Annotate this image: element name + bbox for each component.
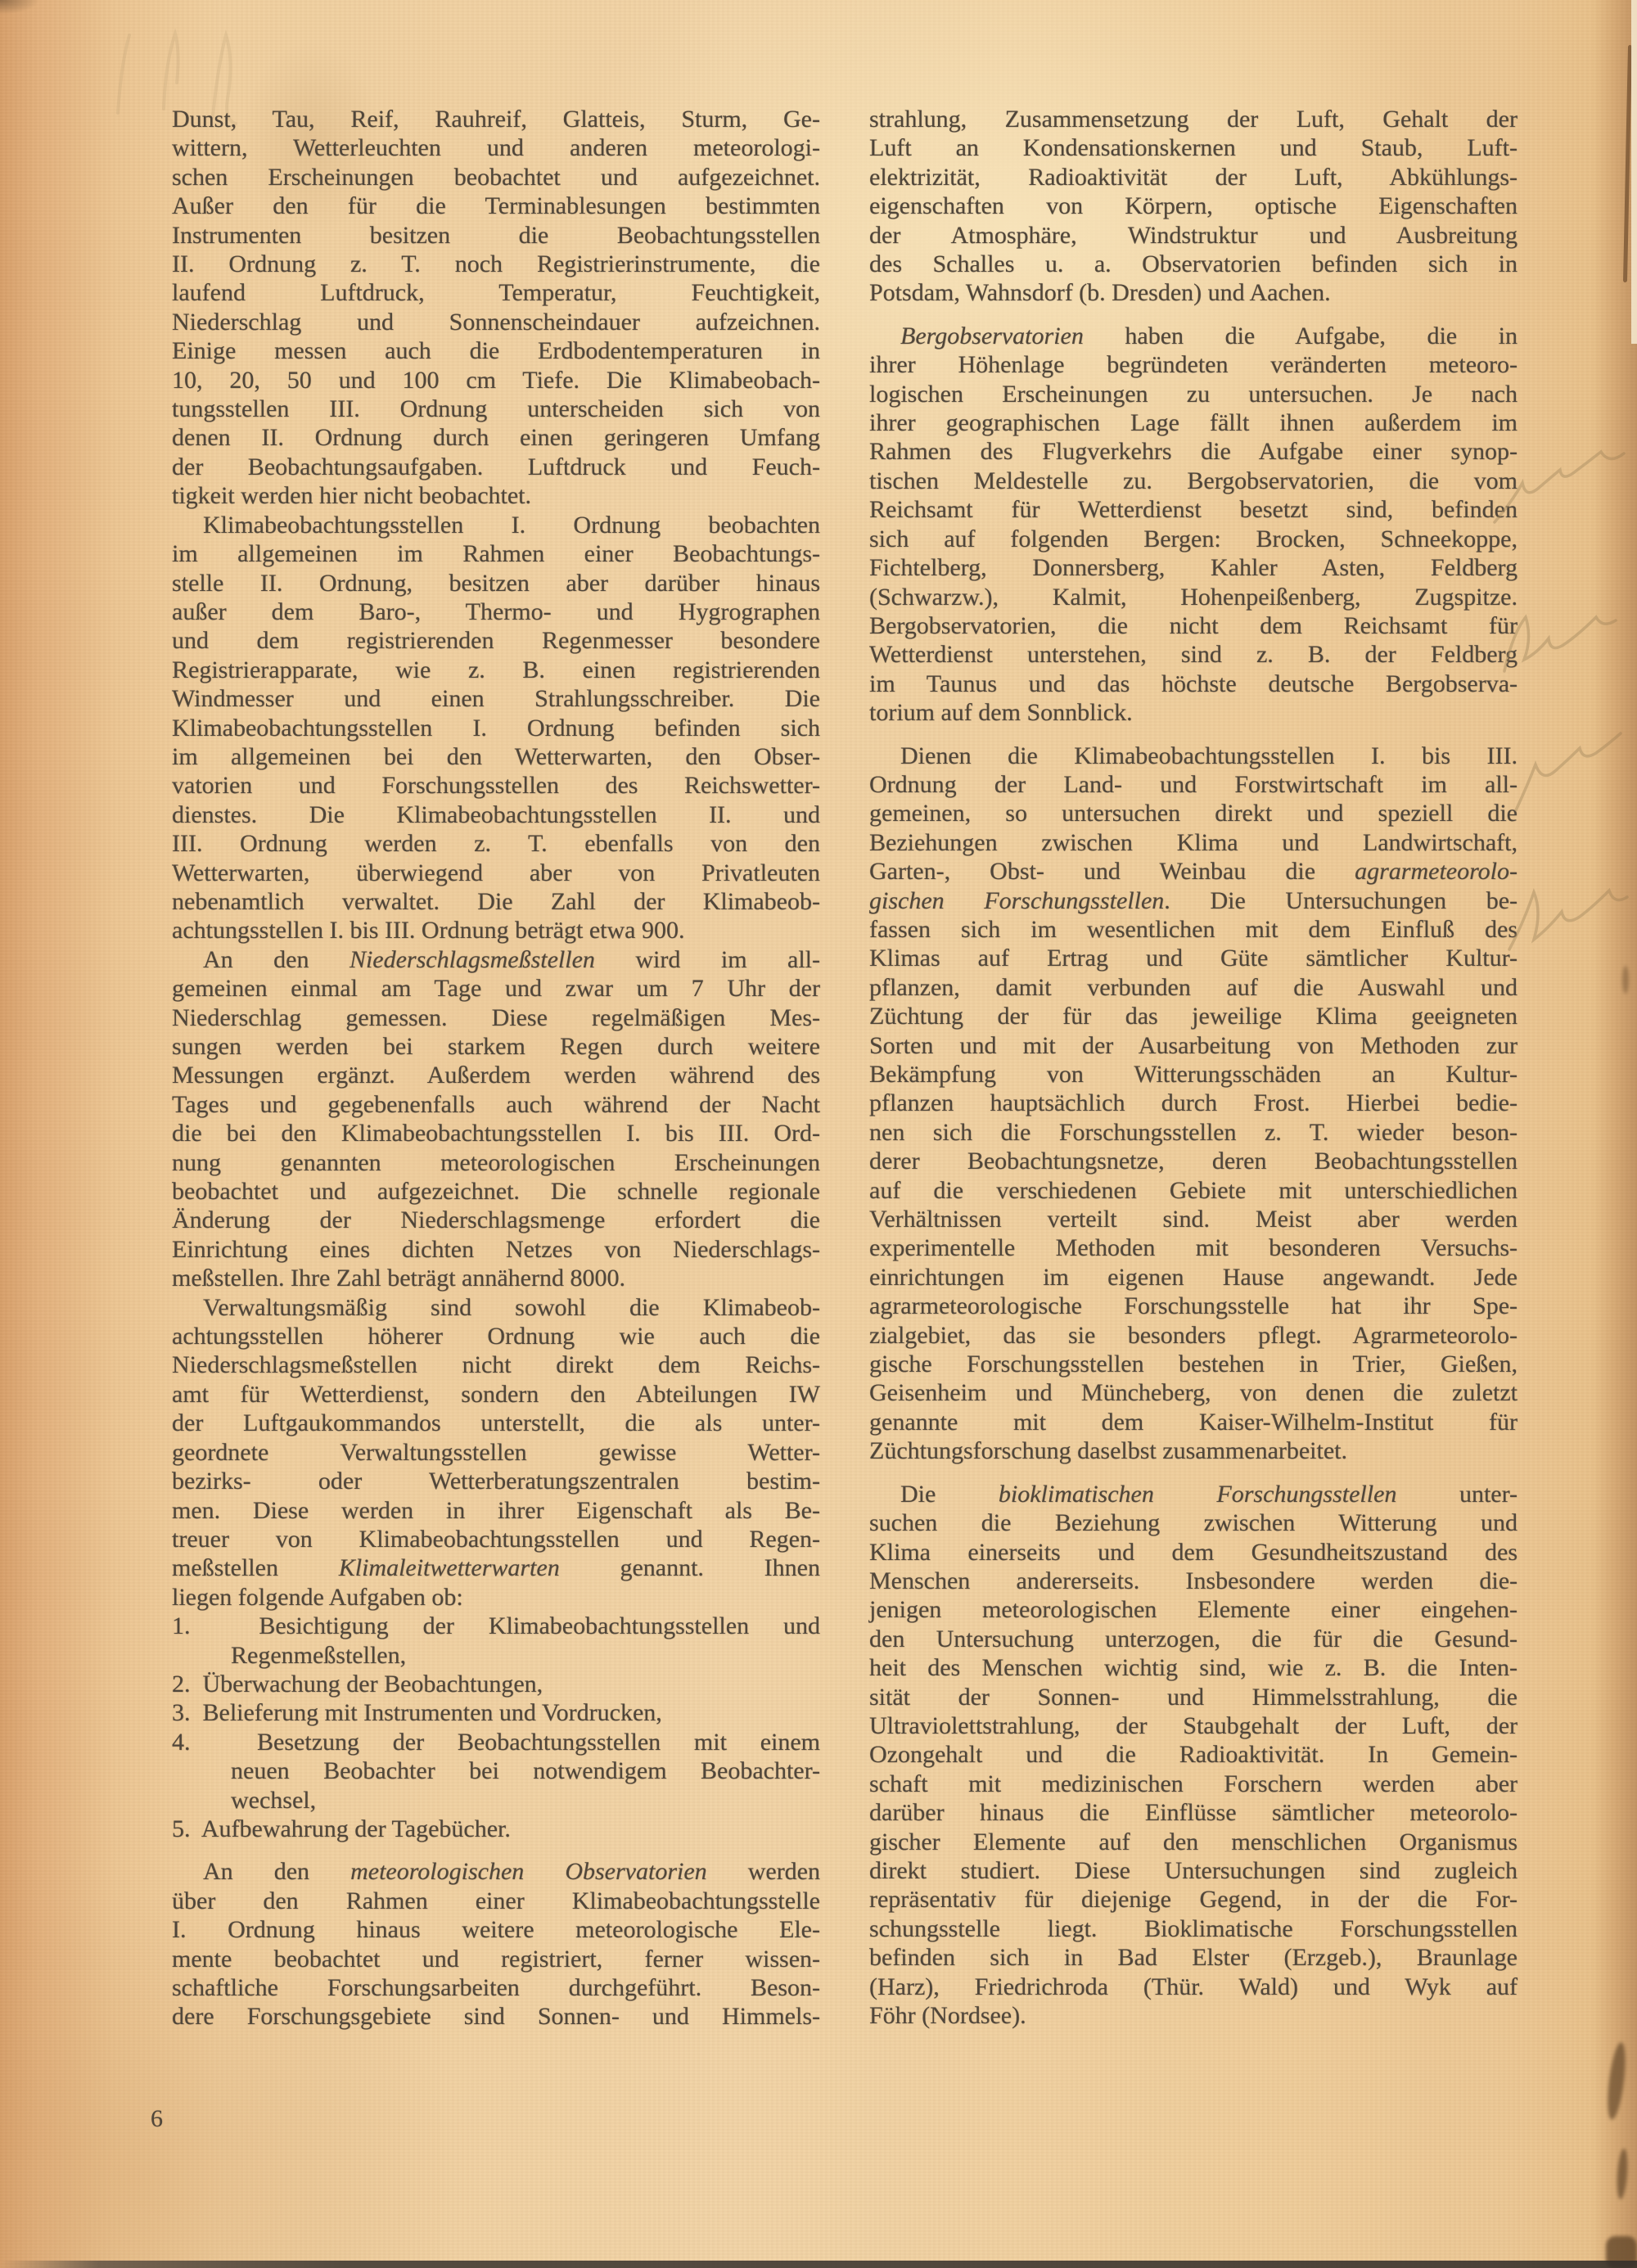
text-run: I. Ordnung hinaus weitere meteorologische Ele-: [172, 1916, 820, 1944]
text-line: [869, 250, 1517, 278]
text-run: ihrer Höhenlage begründeten veränderten meteoro-: [869, 351, 1517, 379]
text-run: Beziehungen zwischen Klima und Landwirtschaft,: [869, 828, 1517, 856]
italic-text-run: meteorologischen Observatorien: [350, 1858, 707, 1886]
text-run: Fichtelberg, Donnersberg, Kahler Asten, Feldberg: [869, 554, 1517, 582]
text-run: treuer von Klimabeobachtungsstellen und Regen-: [172, 1525, 820, 1553]
text-run: 1. Besichtigung der Klimabeobachtungsstellen und: [172, 1612, 820, 1640]
text-run: Tages und gegebenenfalls auch während der Nacht: [172, 1090, 820, 1118]
text-run: Reichsamt für Wetterdienst besetzt sind, befinden: [869, 496, 1517, 524]
text-run: dienstes. Die Klimabeobachtungsstellen II. und: [172, 800, 820, 828]
text-line: [172, 684, 820, 713]
text-line: [869, 1292, 1517, 1320]
text-line: [869, 770, 1517, 799]
text-run: Klimabeobachtungsstellen I. Ordnung beobachten: [203, 511, 820, 539]
text-run: Rahmen des Flugverkehrs die Aufgabe einer synop-: [869, 438, 1517, 466]
text-run: Die: [900, 1480, 999, 1508]
italic-text-run: gischen Forschungsstellen: [869, 886, 1165, 914]
text-line: [172, 2002, 820, 2031]
text-run: tischen Meldestelle zu. Bergobservatorien, die vom: [869, 467, 1517, 494]
page-edge-highlight: [1631, 0, 1637, 344]
scan-bottom-shadow: [0, 2261, 1637, 2268]
text-run: An den: [203, 945, 349, 973]
text-run: der Atmosphäre, Windstruktur und Ausbreitung: [869, 221, 1517, 249]
text-run: Wetterdienst unterstehen, sind z. B. der Feldberg: [869, 641, 1517, 669]
text-line: [172, 1525, 820, 1553]
text-run: den Untersuchung unterzogen, die für die Gesund-: [869, 1625, 1517, 1653]
text-run: pflanzen hauptsächlich durch Frost. Hierbei bedie-: [869, 1089, 1517, 1117]
text-run: pflanzen, damit verbunden auf die Auswahl und: [869, 973, 1517, 1001]
text-run: Klima einerseits und dem Gesundheitszustand des: [869, 1538, 1517, 1566]
text-run: laufend Luftdruck, Temperatur, Feuchtigkeit,: [172, 279, 820, 307]
text-line: [869, 278, 1517, 307]
text-line: [869, 828, 1517, 857]
text-line: [172, 829, 820, 858]
text-run: repräsentativ für diejenige Gegend, in der die For-: [869, 1886, 1517, 1914]
text-line: [172, 1857, 820, 1886]
paragraph: [172, 1293, 820, 1612]
text-run: einrichtungen im eigenen Hause angewandt. Jede: [869, 1263, 1517, 1291]
text-run: wittern, Wetterleuchten und anderen meteorologi-: [172, 134, 820, 162]
text-line: [172, 1350, 820, 1379]
text-line: [172, 453, 820, 481]
text-line: [869, 1321, 1517, 1350]
text-line: [869, 1770, 1517, 1798]
text-line: [172, 1090, 820, 1119]
text-run: II. Ordnung z. T. noch Registrierinstrumente, die: [172, 250, 820, 278]
text-run: Garten-, Obst- und Weinbau die: [869, 858, 1355, 886]
text-run: neuen Beobachter bei notwendigem Beobachter-: [231, 1757, 820, 1785]
text-line: [172, 539, 820, 568]
text-line: [172, 1380, 820, 1409]
text-line: [869, 1002, 1517, 1030]
text-line: [869, 611, 1517, 640]
paragraph: [172, 1698, 820, 1727]
text-line: [869, 640, 1517, 669]
text-run: gische Forschungsstellen bestehen in Trier, Gießen,: [869, 1350, 1517, 1378]
text-run: heit des Menschen wichtig sind, wie z. B. die Inten-: [869, 1654, 1517, 1682]
text-run: Niederschlag und Sonnenscheindauer aufzeichnen.: [172, 308, 820, 336]
text-run: Windmesser und einen Strahlungsschreiber. Die: [172, 685, 820, 713]
text-run: liegen folgende Aufgaben ob:: [172, 1583, 463, 1611]
text-run: sität der Sonnen- und Himmelsstrahlung, die: [869, 1683, 1517, 1711]
text-line: [172, 974, 820, 1003]
text-line: [172, 1177, 820, 1206]
paragraph: [172, 511, 820, 945]
text-line: [172, 1915, 820, 1944]
text-line: [172, 1553, 820, 1582]
text-line: [869, 1914, 1517, 1943]
text-line: [172, 1235, 820, 1264]
text-run: schen Erscheinungen beobachtet und aufgezeichnet.: [172, 163, 820, 191]
text-line: [172, 626, 820, 655]
text-column-left: [172, 105, 820, 2031]
text-run: wechsel,: [231, 1786, 317, 1814]
text-line: [172, 714, 820, 742]
text-line: [869, 163, 1517, 192]
text-line: [869, 105, 1517, 133]
text-run: suchen die Beziehung zwischen Witterung und: [869, 1509, 1517, 1537]
text-line: [172, 395, 820, 423]
text-line: [172, 859, 820, 887]
text-run: stelle II. Ordnung, besitzen aber darüber hinaus: [172, 569, 820, 597]
text-line: [869, 1508, 1517, 1537]
text-line: [172, 1670, 820, 1698]
text-run: Züchtungsforschung daselbst zusammenarbeitet.: [869, 1437, 1348, 1465]
text-line: [172, 105, 820, 133]
text-line: [172, 1293, 820, 1322]
text-run: sich auf folgenden Bergen: Brocken, Schneekoppe,: [869, 525, 1517, 552]
text-line: [869, 1205, 1517, 1233]
text-line: [172, 569, 820, 597]
text-line: [869, 2001, 1517, 2030]
text-run: des Schalles u. a. Observatorien befinden sich in: [869, 250, 1517, 278]
text-run: beobachtet und aufgezeichnet. Die schnelle regionale: [172, 1178, 820, 1206]
text-line: [869, 915, 1517, 944]
text-line: [869, 1378, 1517, 1407]
text-run: . Die Untersuchungen be-: [1164, 886, 1517, 914]
paragraph: [172, 1728, 820, 1815]
text-line: [172, 945, 820, 974]
text-line: [172, 1887, 820, 1915]
text-run: strahlung, Zusammensetzung der Luft, Gehalt der: [869, 106, 1517, 133]
text-run: Bekämpfung von Witterungsschäden an Kultur-: [869, 1061, 1517, 1088]
text-line: [869, 698, 1517, 727]
paragraph: [869, 1480, 1517, 2031]
text-run: schaftliche Forschungsarbeiten durchgeführt. Beson-: [172, 1974, 820, 2001]
text-run: Sorten und mit der Ausarbeitung von Methoden zur: [869, 1031, 1517, 1059]
text-run: Verwaltungsmäßig sind sowohl die Klimabeob-: [203, 1293, 820, 1321]
text-run: Ordnung der Land- und Forstwirtschaft im all-: [869, 770, 1517, 798]
text-run: Luft an Kondensationskernen und Staub, Luft-: [869, 134, 1517, 162]
text-run: Ultraviolettstrahlung, der Staubgehalt der Luft, der: [869, 1711, 1517, 1739]
paragraph: [869, 105, 1517, 308]
text-run: Menschen andererseits. Insbesondere werden die-: [869, 1567, 1517, 1594]
text-line: [172, 1206, 820, 1234]
text-run: men. Diese werden in ihrer Eigenschaft als Be-: [172, 1496, 820, 1524]
text-run: schaft mit medizinischen Forschern werden aber: [869, 1770, 1517, 1797]
text-run: elektrizität, Radioaktivität der Luft, Abkühlungs-: [869, 163, 1517, 191]
text-line: [172, 1973, 820, 2002]
text-line: [172, 366, 820, 395]
text-run: achtungsstellen höherer Ordnung wie auch die: [172, 1323, 820, 1350]
text-run: genannt. Ihnen: [559, 1554, 820, 1582]
text-line: [172, 1003, 820, 1032]
text-line: [172, 742, 820, 771]
text-line: [172, 163, 820, 192]
scan-corner-shadow: [0, 0, 57, 21]
text-line: [172, 1945, 820, 1973]
text-line: [172, 1061, 820, 1089]
text-run: agrarmeteorologische Forschungsstelle hat ihr Spe-: [869, 1292, 1517, 1320]
text-run: die bei den Klimabeobachtungsstellen I. bis III. Ord-: [172, 1120, 820, 1148]
text-run: 4. Besetzung der Beobachtungsstellen mit einem: [172, 1728, 820, 1756]
text-run: tigkeit werden hier nicht beobachtet.: [172, 482, 531, 510]
text-run: gemeinen, so untersuchen direkt und speziell die: [869, 800, 1517, 827]
text-line: [869, 495, 1517, 524]
text-run: jenigen meteorologischen Elemente einer eingehen-: [869, 1596, 1517, 1624]
text-line: [172, 1583, 820, 1612]
text-line: [172, 133, 820, 162]
page-number: 6: [151, 2105, 163, 2132]
text-line: [869, 799, 1517, 827]
text-run: III. Ordnung werden z. T. ebenfalls von den: [172, 830, 820, 858]
page-edge-right: [1592, 0, 1637, 2268]
text-run: denen II. Ordnung durch einen geringeren Umfang: [172, 424, 820, 452]
text-run: der Beobachtungsaufgaben. Luftdruck und Feuch-: [172, 453, 820, 480]
text-run: gischer Elemente auf den menschlichen Organismus: [869, 1828, 1517, 1855]
text-run: sungen werden bei starkem Regen durch weitere: [172, 1033, 820, 1060]
text-line: [869, 1653, 1517, 1682]
text-run: 5. Aufbewahrung der Tagebücher.: [172, 1815, 511, 1842]
text-run: logischen Erscheinungen zu untersuchen. Je nach: [869, 380, 1517, 408]
text-run: über den Rahmen einer Klimabeobachtungsstelle: [172, 1887, 820, 1914]
text-line: [869, 1973, 1517, 2001]
text-line: [172, 423, 820, 452]
text-line: [869, 1408, 1517, 1436]
text-line: [869, 1856, 1517, 1885]
paragraph: [172, 105, 820, 511]
text-line: [172, 1728, 820, 1756]
text-run: genannte mit dem Kaiser-Wilhelm-Institut für: [869, 1408, 1517, 1436]
text-line: [172, 1119, 820, 1148]
text-line: [869, 322, 1517, 350]
text-line: [869, 192, 1517, 220]
text-run: und dem registrierenden Regenmesser besondere: [172, 627, 820, 655]
text-run: 2. Überwachung der Beobachtungen,: [172, 1670, 543, 1698]
text-line: [172, 597, 820, 626]
text-line: [172, 656, 820, 684]
paragraph: [172, 1670, 820, 1698]
text-run: außer dem Baro-, Thermo- und Hygrographen: [172, 597, 820, 625]
text-run: Geisenheim und Müncheberg, von denen die zuletzt: [869, 1379, 1517, 1407]
text-run: Änderung der Niederschlagsmenge erfordert die: [172, 1206, 820, 1234]
italic-text-run: Bergobservatorien: [900, 322, 1084, 349]
text-run: der Luftgaukommandos unterstellt, die als unter-: [172, 1409, 820, 1437]
text-run: haben die Aufgabe, die in: [1083, 322, 1517, 349]
text-run: amt für Wetterdienst, sondern den Abteilungen IW: [172, 1380, 820, 1408]
text-line: [869, 350, 1517, 379]
text-line: [869, 1683, 1517, 1711]
text-run: auf die verschiedenen Gebiete mit unterschiedlichen: [869, 1176, 1517, 1204]
text-line: [172, 221, 820, 250]
text-line: [172, 887, 820, 916]
text-line: [869, 1031, 1517, 1060]
text-line: [172, 1264, 820, 1292]
text-run: Dienen die Klimabeobachtungsstellen I. bis III.: [900, 742, 1517, 769]
text-run: Instrumenten besitzen die Beobachtungsstellen: [172, 221, 820, 249]
text-line: [869, 1118, 1517, 1147]
text-run: Regenmeßstellen,: [231, 1641, 407, 1669]
text-run: 3. Belieferung mit Instrumenten und Vordrucken,: [172, 1699, 662, 1727]
text-run: meßstellen. Ihre Zahl beträgt annähernd 8000.: [172, 1265, 625, 1292]
text-line: [172, 1815, 820, 1843]
text-line: [869, 408, 1517, 437]
text-line: [172, 1148, 820, 1177]
text-line: [172, 771, 820, 800]
text-run: Wetterwarten, überwiegend aber von Privatleuten: [172, 859, 820, 886]
text-line: [172, 481, 820, 510]
text-line: [869, 742, 1517, 770]
text-line: [869, 1147, 1517, 1175]
text-line: [869, 583, 1517, 611]
text-line: [869, 944, 1517, 972]
text-run: unter-: [1396, 1480, 1518, 1508]
text-run: Potsdam, Wahnsdorf (b. Dresden) und Aachen.: [869, 279, 1331, 307]
text-run: Föhr (Nordsee).: [869, 2002, 1026, 2029]
text-line: [869, 1263, 1517, 1292]
text-line: [172, 250, 820, 278]
text-run: wird im all-: [594, 945, 820, 973]
text-run: gemeinen einmal am Tage und zwar um 7 Uhr der: [172, 975, 820, 1003]
text-line: [172, 916, 820, 945]
text-run: Züchtung der für das jeweilige Klima geeigneten: [869, 1003, 1517, 1030]
text-run: (Schwarzw.), Kalmit, Hohenpeißenberg, Zugspitze.: [869, 583, 1517, 611]
text-line: [869, 1233, 1517, 1262]
text-run: Klimabeobachtungsstellen I. Ordnung befinden sich: [172, 714, 820, 742]
text-line: [869, 1538, 1517, 1567]
text-line: [172, 336, 820, 365]
text-run: 10, 20, 50 und 100 cm Tiefe. Die Klimabeobach-: [172, 366, 820, 394]
paragraph: [172, 945, 820, 1293]
text-run: Einrichtung eines dichten Netzes von Niederschlags-: [172, 1235, 820, 1263]
paragraph: [172, 1815, 820, 1843]
text-line: [869, 1436, 1517, 1465]
text-line: [869, 525, 1517, 553]
text-run: befinden sich in Bad Elster (Erzgeb.), Braunlage: [869, 1944, 1517, 1972]
text-line: [172, 800, 820, 829]
text-run: im allgemeinen bei den Wetterwarten, den Obser-: [172, 742, 820, 770]
text-line: [869, 1595, 1517, 1624]
text-run: Einige messen auch die Erdbodentemperaturen in: [172, 337, 820, 365]
text-run: Niederschlagsmeßstellen nicht direkt dem Reichs-: [172, 1351, 820, 1379]
text-run: dere Forschungsgebiete sind Sonnen- und Himmels-: [172, 2003, 820, 2031]
text-line: [869, 1798, 1517, 1827]
italic-text-run: Niederschlagsmeßstellen: [349, 945, 595, 973]
paragraph: [869, 742, 1517, 1466]
text-run: ihrer geographischen Lage fällt ihnen außerdem im: [869, 409, 1517, 437]
text-line: [869, 1480, 1517, 1508]
paragraph: [172, 1857, 820, 2031]
text-run: nebenamtlich verwaltet. Die Zahl der Klimabeob-: [172, 887, 820, 915]
text-line: [869, 1089, 1517, 1117]
text-run: darüber hinaus die Einflüsse sämtlicher meteorolo-: [869, 1799, 1517, 1827]
text-line: [869, 857, 1517, 886]
text-line: [869, 670, 1517, 698]
text-line: [172, 192, 820, 220]
text-run: eigenschaften von Körpern, optische Eigenschaften: [869, 192, 1517, 220]
text-line: [869, 380, 1517, 408]
text-line: [869, 133, 1517, 162]
text-run: Bergobservatorien, die nicht dem Reichsamt für: [869, 611, 1517, 639]
paragraph: [869, 322, 1517, 728]
text-line: [869, 1567, 1517, 1595]
text-run: Dunst, Tau, Reif, Rauhreif, Glatteis, Sturm, Ge-: [172, 106, 820, 133]
text-run: mente beobachtet und registriert, ferner wissen-: [172, 1945, 820, 1973]
text-run: direkt studiert. Diese Untersuchungen sind zugleich: [869, 1856, 1517, 1884]
text-run: Ozongehalt und die Radioaktivität. In Gemein-: [869, 1741, 1517, 1769]
text-run: Klimas auf Ertrag und Güte sämtlicher Kultur-: [869, 945, 1517, 972]
text-line: [172, 1641, 820, 1670]
text-run: Registrierapparate, wie z. B. einen registrierenden: [172, 656, 820, 683]
text-run: Messungen ergänzt. Außerdem werden während des: [172, 1062, 820, 1089]
text-run: nung genannten meteorologischen Erscheinungen: [172, 1148, 820, 1176]
paragraph: [172, 1612, 820, 1670]
text-line: [172, 1612, 820, 1640]
text-line: [172, 1698, 820, 1727]
text-run: im allgemeinen im Rahmen einer Beobachtungs-: [172, 540, 820, 568]
text-line: [172, 1467, 820, 1495]
text-line: [172, 511, 820, 539]
text-line: [869, 1625, 1517, 1653]
text-line: [172, 1496, 820, 1525]
text-line: [869, 1350, 1517, 1378]
italic-text-run: Klimaleitwetterwarten: [338, 1554, 560, 1582]
text-line: [172, 1032, 820, 1061]
text-line: [869, 437, 1517, 466]
text-line: [172, 1409, 820, 1437]
text-run: bezirks- oder Wetterberatungszentralen bestim-: [172, 1468, 820, 1495]
text-line: [869, 467, 1517, 495]
text-line: [172, 1438, 820, 1467]
text-line: [869, 886, 1517, 915]
text-run: fassen sich im wesentlichen mit dem Einfluß des: [869, 915, 1517, 943]
text-line: [172, 278, 820, 307]
text-line: [172, 1786, 820, 1815]
text-line: [869, 1176, 1517, 1205]
italic-text-run: agrarmeteorolo-: [1355, 858, 1517, 886]
text-line: [869, 1711, 1517, 1740]
text-line: [172, 308, 820, 336]
text-run: An den: [203, 1858, 351, 1886]
text-column-right: [869, 105, 1517, 2030]
text-line: [869, 221, 1517, 250]
text-run: zialgebiet, das sie besonders pflegt. Agrarmeteorolo-: [869, 1321, 1517, 1349]
text-run: torium auf dem Sonnblick.: [869, 699, 1133, 727]
text-line: [869, 973, 1517, 1002]
text-run: tungsstellen III. Ordnung unterscheiden sich von: [172, 395, 820, 423]
text-run: Niederschlag gemessen. Diese regelmäßigen Mes-: [172, 1003, 820, 1031]
text-run: (Harz), Friedrichroda (Thür. Wald) und Wyk auf: [869, 1973, 1517, 2000]
text-run: nen sich die Forschungsstellen z. T. wieder beson-: [869, 1118, 1517, 1146]
text-run: geordnete Verwaltungsstellen gewisse Wetter-: [172, 1438, 820, 1466]
edge-tear-mark: [1622, 966, 1629, 994]
text-line: [869, 1060, 1517, 1089]
text-run: Verhältnissen verteilt sind. Meist aber werden: [869, 1206, 1517, 1233]
text-run: Außer den für die Terminablesungen bestimmten: [172, 192, 820, 220]
italic-text-run: bioklimatischen Forschungsstellen: [998, 1480, 1397, 1508]
text-run: werden: [706, 1858, 821, 1886]
text-line: [869, 553, 1517, 582]
text-line: [172, 1322, 820, 1350]
text-line: [869, 1943, 1517, 1972]
text-line: [869, 1885, 1517, 1914]
text-run: experimentelle Methoden mit besonderen Versuchs-: [869, 1234, 1517, 1262]
text-line: [869, 1740, 1517, 1769]
text-run: derer Beobachtungsnetze, deren Beobachtungsstellen: [869, 1148, 1517, 1175]
text-run: achtungsstellen I. bis III. Ordnung beträgt etwa 900.: [172, 917, 685, 945]
text-run: meßstellen: [172, 1554, 339, 1582]
text-run: im Taunus und das höchste deutsche Bergobserva-: [869, 670, 1517, 697]
text-run: vatorien und Forschungsstellen des Reichswetter-: [172, 772, 820, 800]
text-run: schungsstelle liegt. Bioklimatische Forschungsstellen: [869, 1914, 1517, 1942]
text-line: [869, 1828, 1517, 1856]
text-line: [172, 1756, 820, 1785]
